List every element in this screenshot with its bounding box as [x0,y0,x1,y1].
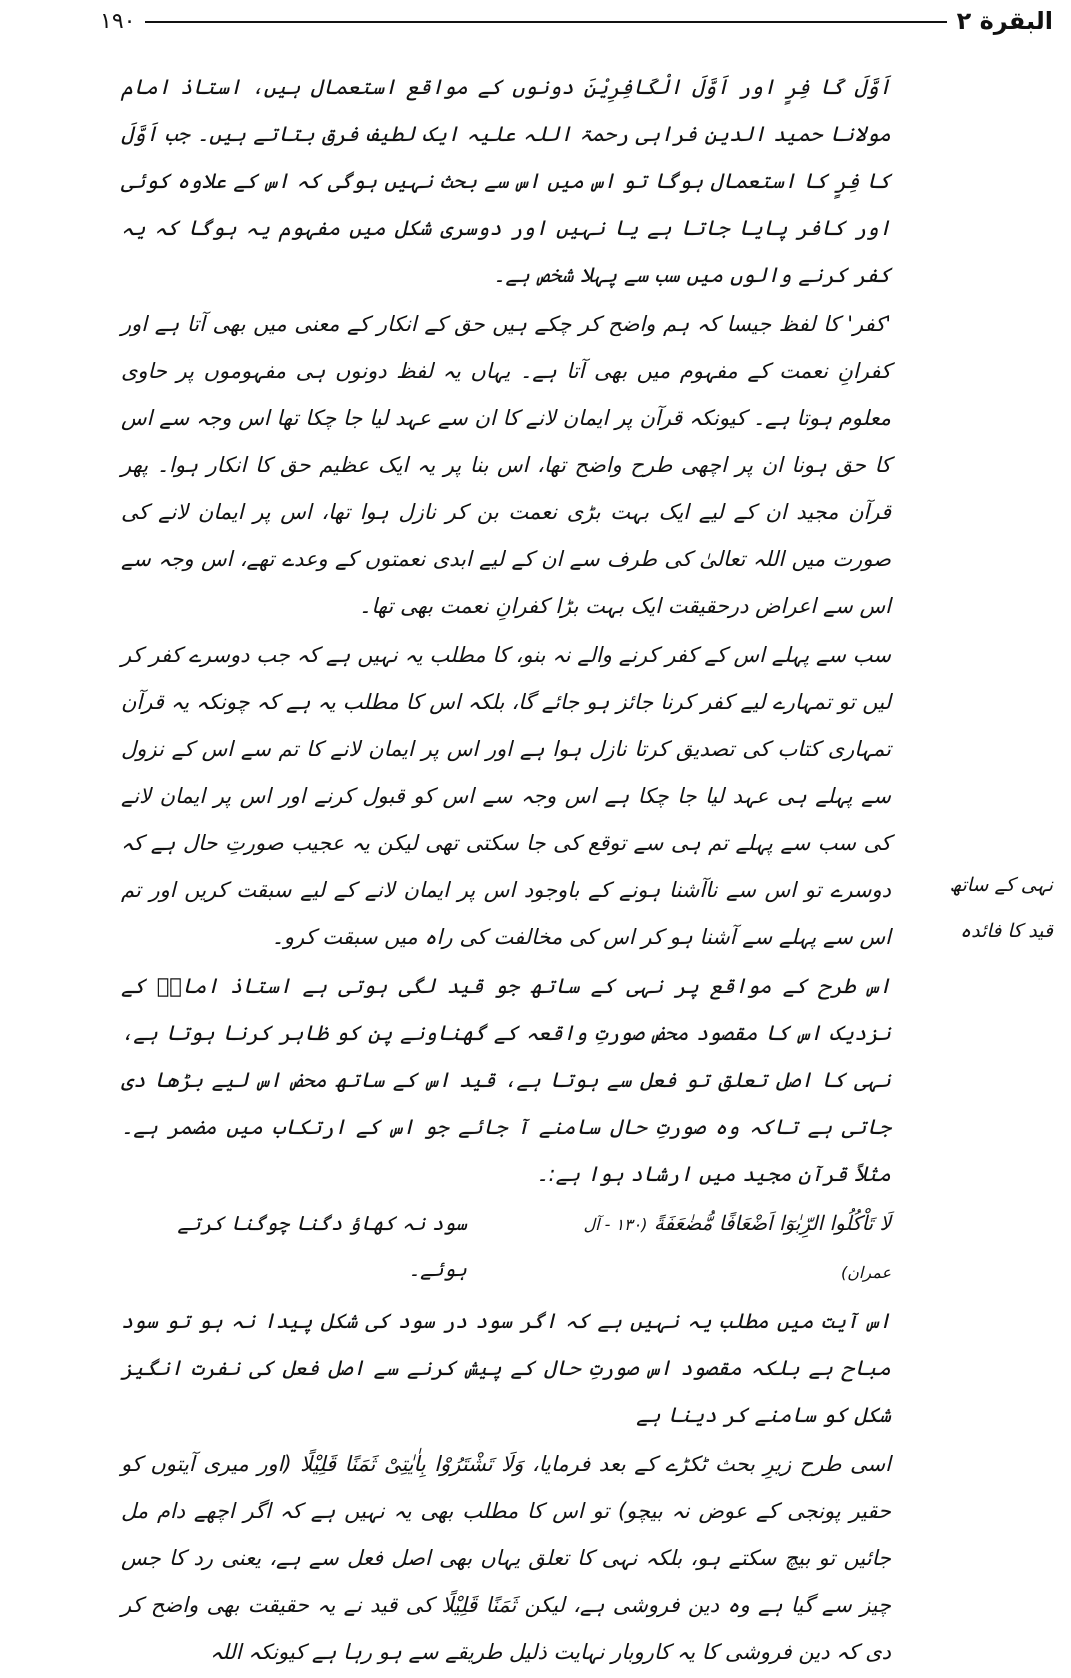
ayah-reference: (۱۳۰ - آل عمران) [583,1215,891,1282]
paragraph: 'کفر' کا لفظ جیسا کہ ہم واضح کر چکے ہیں حق کے انکار کے معنی میں بھی آتا ہے اور کفرانِ نعمت کے مفہوم میں بھی آتا ہے۔ یہاں یہ لفظ دونوں ہی مفہوموں پر حاوی معلوم ہوتا ہے۔ کیونکہ قرآن پر ایمان لانے کا ان سے عہد لیا جا چکا تھا اس وجہ سے اس کا حق ہونا ان پر اچھی طرح واضح تھا، اس بنا پر یہ ایک عظیم حق کا انکار ہوا۔ پھر قرآن مجید ان کے لیے ایک بہت بڑی نعمت بن کر نازل ہوا تھا، اس پر ایمان لانے کی صورت میں اللہ تعالیٰ کی طرف سے ان کے لیے ابدی نعمتوں کے وعدے تھے، اس وجہ سے اس سے اعراض درحقیقت ایک بہت بڑا کفرانِ نعمت بھی تھا۔ [121,312,891,618]
header-rule [145,21,946,23]
paragraph: سب سے پہلے اس کے کفر کرنے والے نہ بنو، کا مطلب یہ نہیں ہے کہ جب دوسرے کفر کر لیں تو تمہارے لیے کفر کرنا جائز ہو جائے گا، بلکہ اس کا مطلب یہ ہے کہ چونکہ یہ قرآن تمہاری کتاب کی تصدیق کرتا نازل ہوا ہے اور اس پر ایمان لانے کا تم سے اس کے نزول سے پہلے ہی عہد لیا جا چکا ہے اس وجہ سے اس کو قبول کرنے اور اس پر ایمان لانے کی سب سے پہلے تم ہی سے توقع کی جا سکتی تھی لیکن یہ عجیب صورتِ حال ہے کہ دوسرے تو اس سے ناآشنا ہونے کے باوجود اس پر ایمان لانے کے لیے سبقت کریں اور تم اس سے پہلے سے آشنا ہو کر اس کی مخالفت کی راہ میں سبقت کرو۔ [121,643,891,949]
running-header [100,4,1053,38]
ayah-arabic [537,1200,891,1296]
ayah-arabic-text: لَا تَاْكُلُوا الرِّبٰوٓا اَضْعَافًا مُّضٰعَفَةً [653,1211,891,1235]
paragraph: اسی طرح زیرِ بحث ٹکڑے کے بعد فرمایا، وَلَا تَشْتَرُوْا بِاٰيٰتِیْ ثَمَنًا قَلِيْلًا (اور میری آیتوں کو حقیر پونجی کے عوض نہ بیچو) تو اس کا مطلب بھی یہ نہیں ہے کہ اگر اچھے دام مل جائیں تو بیچ سکتے ہو، بلکہ نہی کا تعلق یہاں بھی اصل فعل سے ہے، یعنی رد کا جس چیز سے گیا ہے وہ دین فروشی ہے، لیکن ثَمَنًا قَلِيْلًا کی قید نے یہ حقیقت بھی واضح کر دی کہ دین فروشی کا یہ کاروبار نہایت ذلیل طریقے سے ہو رہا ہے کیونکہ اللہ [121,1452,891,1664]
surah-title: البقرة ٢ [956,7,1053,35]
paragraph: اس طرح کے مواقع پر نہی کے ساتھ جو قید لگی ہوتی ہے استاذ امامؒ کے نزدیک اس کا مقصود محض صورتِ واقعہ کے گھناونے پن کو ظاہر کرنا ہوتا ہے، نہی کا اصل تعلق تو فعل سے ہوتا ہے، قید اس کے ساتھ محض اس لیے بڑھا دی جاتی ہے تاکہ وہ صورتِ حال سامنے آ جائے جو اس کے ارتکاب میں مضمر ہے۔ مثلاً قرآن مجید میں ارشاد ہوا ہے:۔ [121,974,891,1186]
main-text [121,64,891,1678]
paragraph: اس آیت میں مطلب یہ نہیں ہے کہ اگر سود در سود کی شکل پیدا نہ ہو تو سود مباح ہے بلکہ مقصود اس صورتِ حال کے پیش کرنے سے اصل فعل کی نفرت انگیز شکل کو سامنے کر دینا ہے [121,1309,891,1427]
page-number: ١٩٠ [100,8,136,34]
margin-note-line: نہی کے ساتھ [949,874,1053,896]
margin-note [903,862,1053,954]
margin-note-line: قید کا فائدہ [960,920,1053,942]
paragraph: اَوَّلَ کَا فِرٍ اور اَوَّلَ الْکَافِرِیْنَ دونوں کے مواقع استعمال ہیں، استاذ امام مولانا حمید الدین فراہی رحمۃ اللہ علیہ ایک لطیف فرق بتاتے ہیں۔ جب اَوَّلَ کا فِرٍ کا استعمال ہوگا تو اس میں اس سے بحث نہیں ہوگی کہ اس کے علاوہ کوئی اور کافر پایا جاتا ہے یا نہیں اور دوسری شکل میں مفہوم یہ ہوگا کہ یہ کفر کرنے والوں میں سب سے پہلا شخص ہے۔ [121,75,891,287]
ayah-translation: سود نہ کھاؤ دگنا چوگنا کرتے ہوئے۔ [177,1211,468,1281]
quran-quote [121,1200,891,1296]
